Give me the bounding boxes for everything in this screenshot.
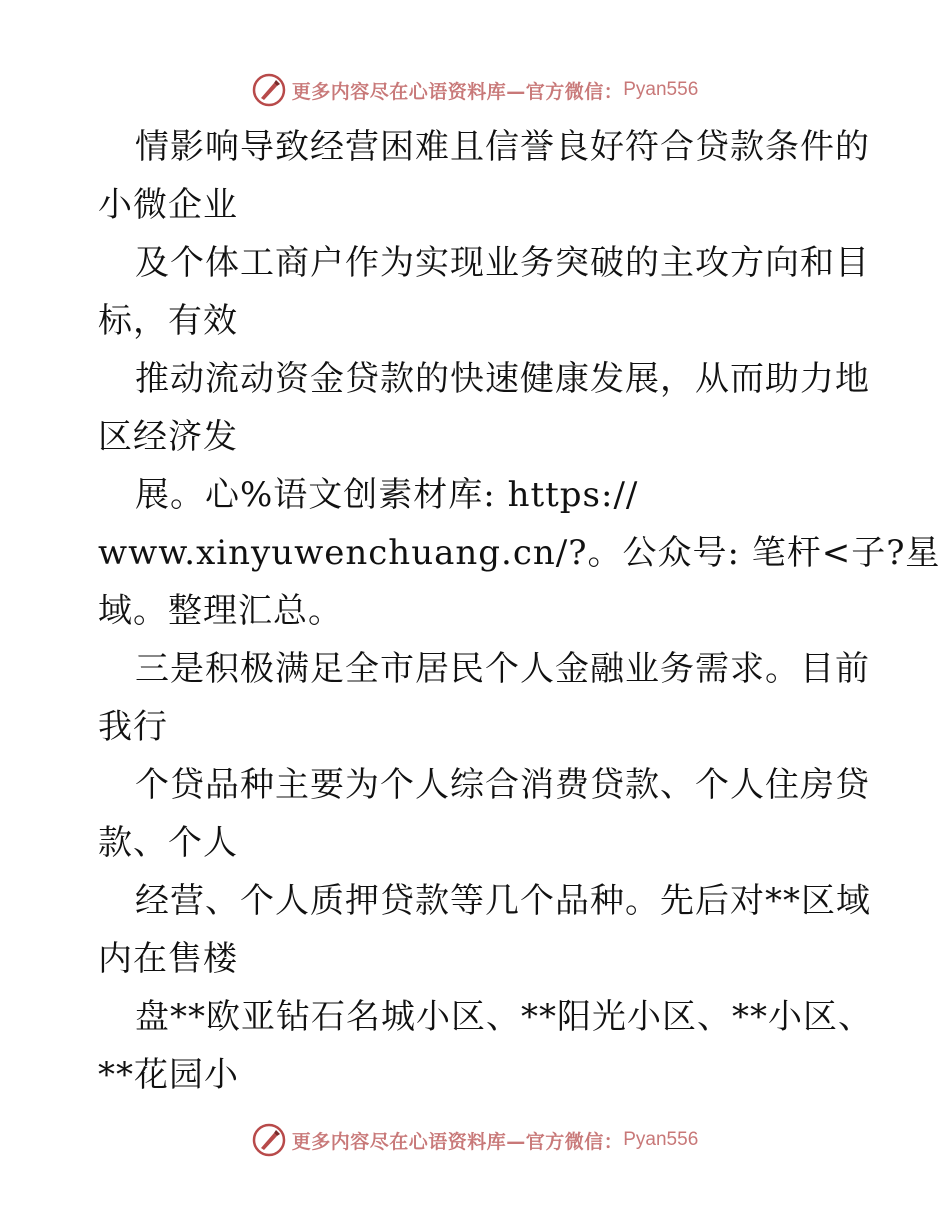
pen-logo-icon [252, 1123, 286, 1157]
header-watermark [0, 70, 950, 110]
watermark-text: 更多内容尽在心语资料库—官方微信： [291, 80, 624, 103]
watermark-text: 更多内容尽在心语资料库—官方微信： [291, 1130, 624, 1153]
body-line: 推动流动资金贷款的快速健康发展，从而助力地 [135, 359, 870, 399]
body-line: 区经济发 [98, 417, 238, 457]
body-line: 经营、个人质押贷款等几个品种。先后对**区域 [135, 881, 871, 921]
body-line: 标，有效 [98, 301, 238, 341]
watermark-wechat-id: Pyan556 [623, 79, 699, 100]
body-line: **花园小 [98, 1055, 239, 1095]
body-line: www.xinyuwenchuang.cn/?。公众号: 笔杆<子?星 [98, 533, 941, 573]
pen-logo-icon [252, 73, 286, 107]
body-line: 展。心%语文创素材库: https:// [135, 475, 639, 515]
body-line: 情影响导致经营困难且信誉良好符合贷款条件的 [135, 127, 870, 167]
body-line: 款、个人 [98, 823, 238, 863]
body-line: 三是积极满足全市居民个人金融业务需求。目前 [135, 649, 870, 689]
body-line: 小微企业 [98, 185, 238, 225]
body-line: 域。整理汇总。 [98, 591, 343, 631]
watermark-wechat-id: Pyan556 [623, 1129, 699, 1150]
body-line: 内在售楼 [98, 939, 238, 979]
body-line: 我行 [98, 707, 168, 747]
footer-watermark [0, 1120, 950, 1160]
body-line: 及个体工商户作为实现业务突破的主攻方向和目 [135, 243, 870, 283]
body-line: 盘**欧亚钻石名城小区、**阳光小区、**小区、 [135, 997, 873, 1037]
body-line: 个贷品种主要为个人综合消费贷款、个人住房贷 [135, 765, 870, 805]
